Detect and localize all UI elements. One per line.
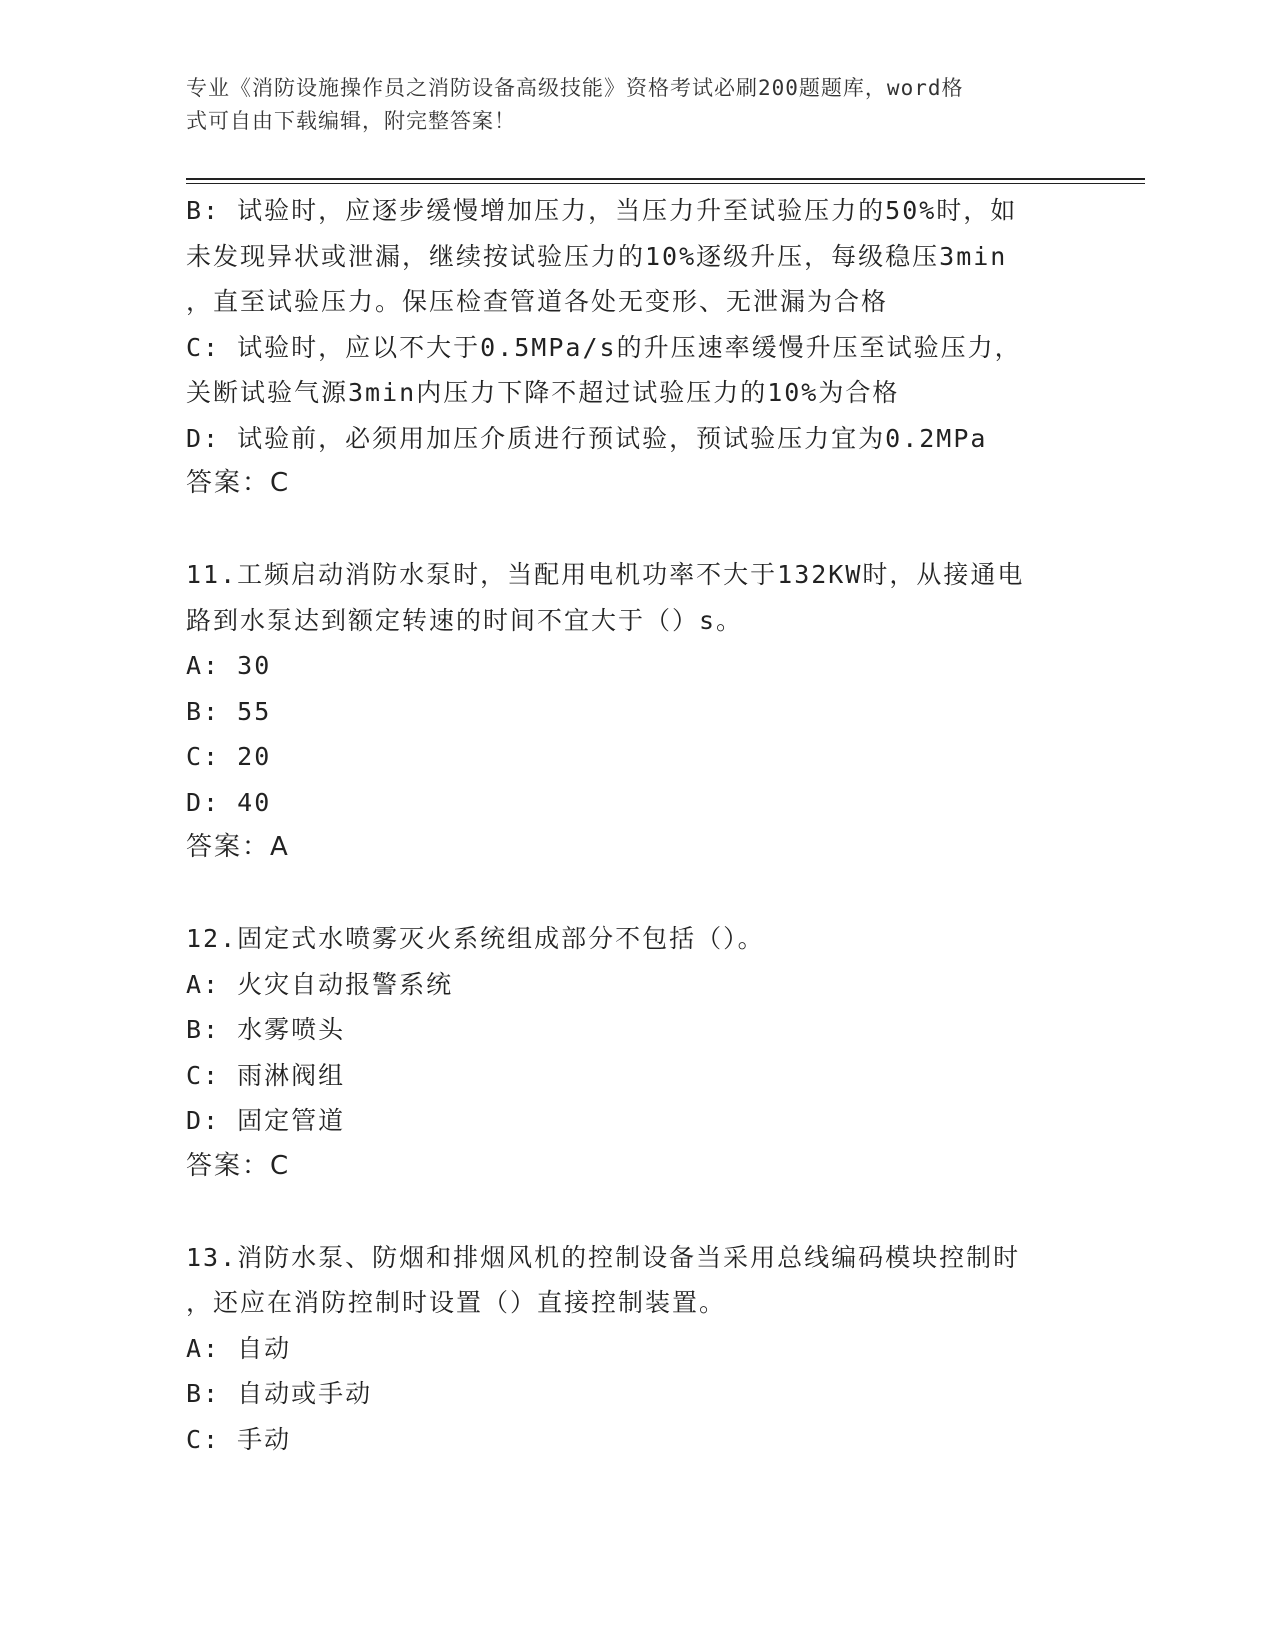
option-c: C: 雨淋阀组 — [186, 1060, 346, 1090]
answer: 答案：A — [186, 832, 290, 862]
answer: 答案：C — [186, 468, 291, 498]
option-c: C: 手动 — [186, 1424, 292, 1454]
header-line-1: 专业《消防设施操作员之消防设备高级技能》资格考试必刷200题题库，word格 — [186, 76, 964, 100]
option-b-line-3: ，直至试验压力。保压检查管道各处无变形、无泄漏为合格 — [186, 287, 889, 316]
spacer — [186, 507, 1086, 553]
question-stem-line-1: 11.工频启动消防水泵时，当配用电机功率不大于132KW时，从接通电 — [186, 560, 1025, 589]
option-d: D: 试验前，必须用加压介质进行预试验，预试验压力宜为0.2MPa — [186, 423, 988, 453]
question-stem-line-1: 13.消防水泵、防烟和排烟风机的控制设备当采用总线编码模块控制时 — [186, 1242, 1021, 1272]
question-13 — [186, 1235, 1086, 1463]
option-a: A: 自动 — [186, 1333, 292, 1363]
answer: 答案：C — [186, 1150, 291, 1181]
header-divider-thin — [186, 183, 1145, 184]
option-b-line-1: B: 试验时，应逐步缓慢增加压力，当压力升至试验压力的50%时，如 — [186, 196, 1018, 225]
option-a: A: 火灾自动报警系统 — [186, 969, 454, 999]
question-stem-line-2: 路到水泵达到额定转速的时间不宜大于（）s。 — [186, 605, 744, 635]
spacer — [186, 871, 1086, 917]
question-stem-line-2: ，还应在消防控制时设置（）直接控制装置。 — [186, 1288, 727, 1317]
option-c: C: 20 — [186, 742, 272, 771]
option-b: B: 55 — [186, 696, 272, 726]
option-b: B: 自动或手动 — [186, 1379, 373, 1408]
option-a: A: 30 — [186, 651, 272, 680]
document-header — [186, 72, 1066, 138]
option-b: B: 水雾喷头 — [186, 1015, 346, 1044]
header-line-2: 式可自由下载编辑，附完整答案！ — [186, 109, 516, 133]
question-list — [186, 188, 1086, 1462]
question-12 — [186, 916, 1086, 1189]
question-stem: 12.固定式水喷雾灭火系统组成部分不包括（）。 — [186, 924, 765, 953]
question-11 — [186, 552, 1086, 871]
question-10-continued — [186, 188, 1086, 507]
option-d: D: 固定管道 — [186, 1106, 346, 1135]
option-d: D: 40 — [186, 787, 272, 817]
spacer — [186, 1189, 1086, 1235]
option-c-line-1: C: 试验时，应以不大于0.5MPa/s的升压速率缓慢升压至试验压力， — [186, 332, 1022, 362]
option-b-line-2: 未发现异状或泄漏，继续按试验压力的10%逐级升压，每级稳压3min — [186, 241, 1008, 271]
option-c-line-2: 关断试验气源3min内压力下降不超过试验压力的10%为合格 — [186, 378, 900, 407]
header-divider-thick — [186, 178, 1145, 180]
